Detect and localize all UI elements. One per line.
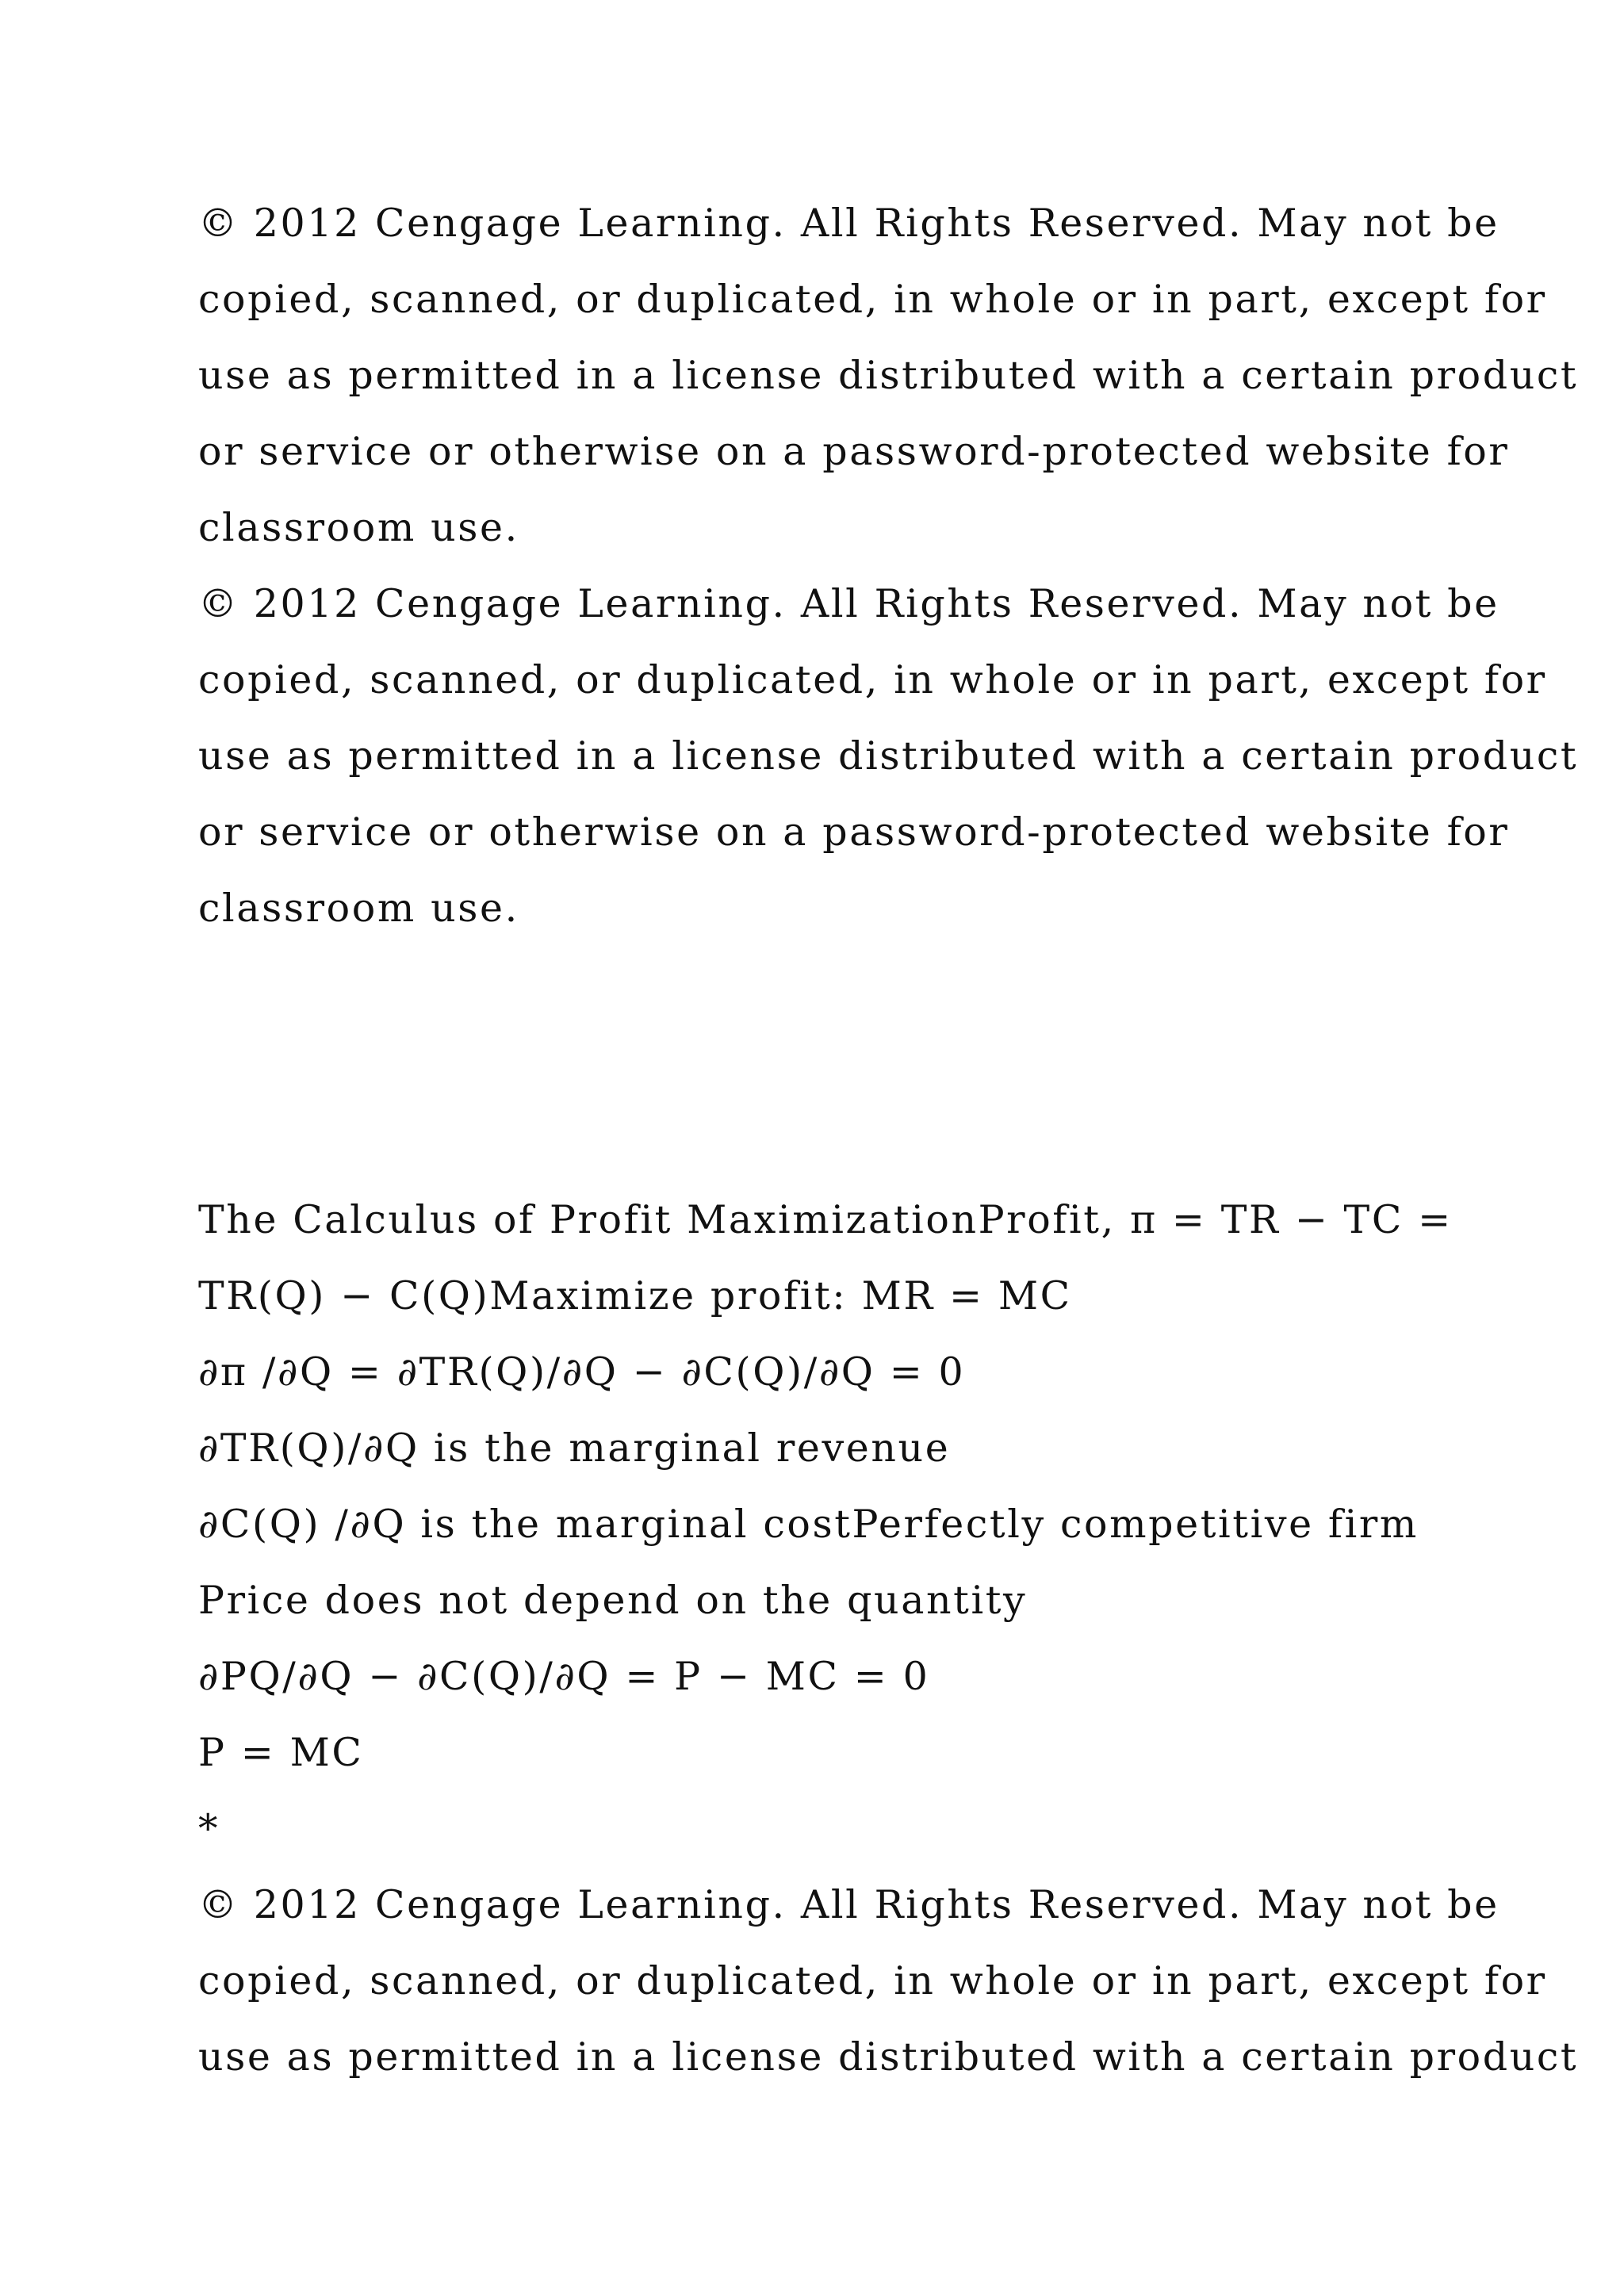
equation-line: ∂π /∂Q = ∂TR(Q)/∂Q − ∂C(Q)/∂Q = 0 [198,1349,966,1395]
asterisk-line: * [198,1806,220,1851]
equation-line: P = MC [198,1730,364,1775]
copyright-line: copied, scanned, or duplicated, in whole or in part, except for [198,1958,1547,2003]
copyright-line: © 2012 Cengage Learning. All Rights Reserved. May not be [198,1882,1500,1927]
equation-line: ∂PQ/∂Q − ∂C(Q)/∂Q = P − MC = 0 [198,1654,930,1699]
equation-line: TR(Q) − C(Q)Maximize profit: MR = MC [198,1273,1072,1318]
copyright-line: use as permitted in a license distributed with a certain product [198,2034,1579,2080]
copyright-notice-block [198,186,1579,947]
copyright-line: copied, scanned, or duplicated, in whole or in part, except for [198,277,1547,322]
copyright-line: classroom use. [198,505,519,550]
text-line: Price does not depend on the quantity [198,1578,1028,1623]
copyright-line: use as permitted in a license distributed with a certain product [198,733,1579,779]
copyright-line: or service or otherwise on a password-protected website for [198,429,1510,474]
section-heading-line: The Calculus of Profit MaximizationProfit, π = TR − TC = [198,1197,1453,1242]
profit-maximization-section [198,1182,1579,2095]
text-line: ∂TR(Q)/∂Q is the marginal revenue [198,1425,951,1471]
copyright-line: copied, scanned, or duplicated, in whole or in part, except for [198,657,1547,702]
copyright-line: © 2012 Cengage Learning. All Rights Reserved. May not be [198,201,1500,246]
copyright-line: classroom use. [198,886,519,931]
copyright-line: or service or otherwise on a password-protected website for [198,809,1510,855]
text-line: ∂C(Q) /∂Q is the marginal costPerfectly competitive firm [198,1502,1419,1547]
copyright-line: use as permitted in a license distributed with a certain product [198,353,1579,398]
copyright-line: © 2012 Cengage Learning. All Rights Reserved. May not be [198,581,1500,626]
